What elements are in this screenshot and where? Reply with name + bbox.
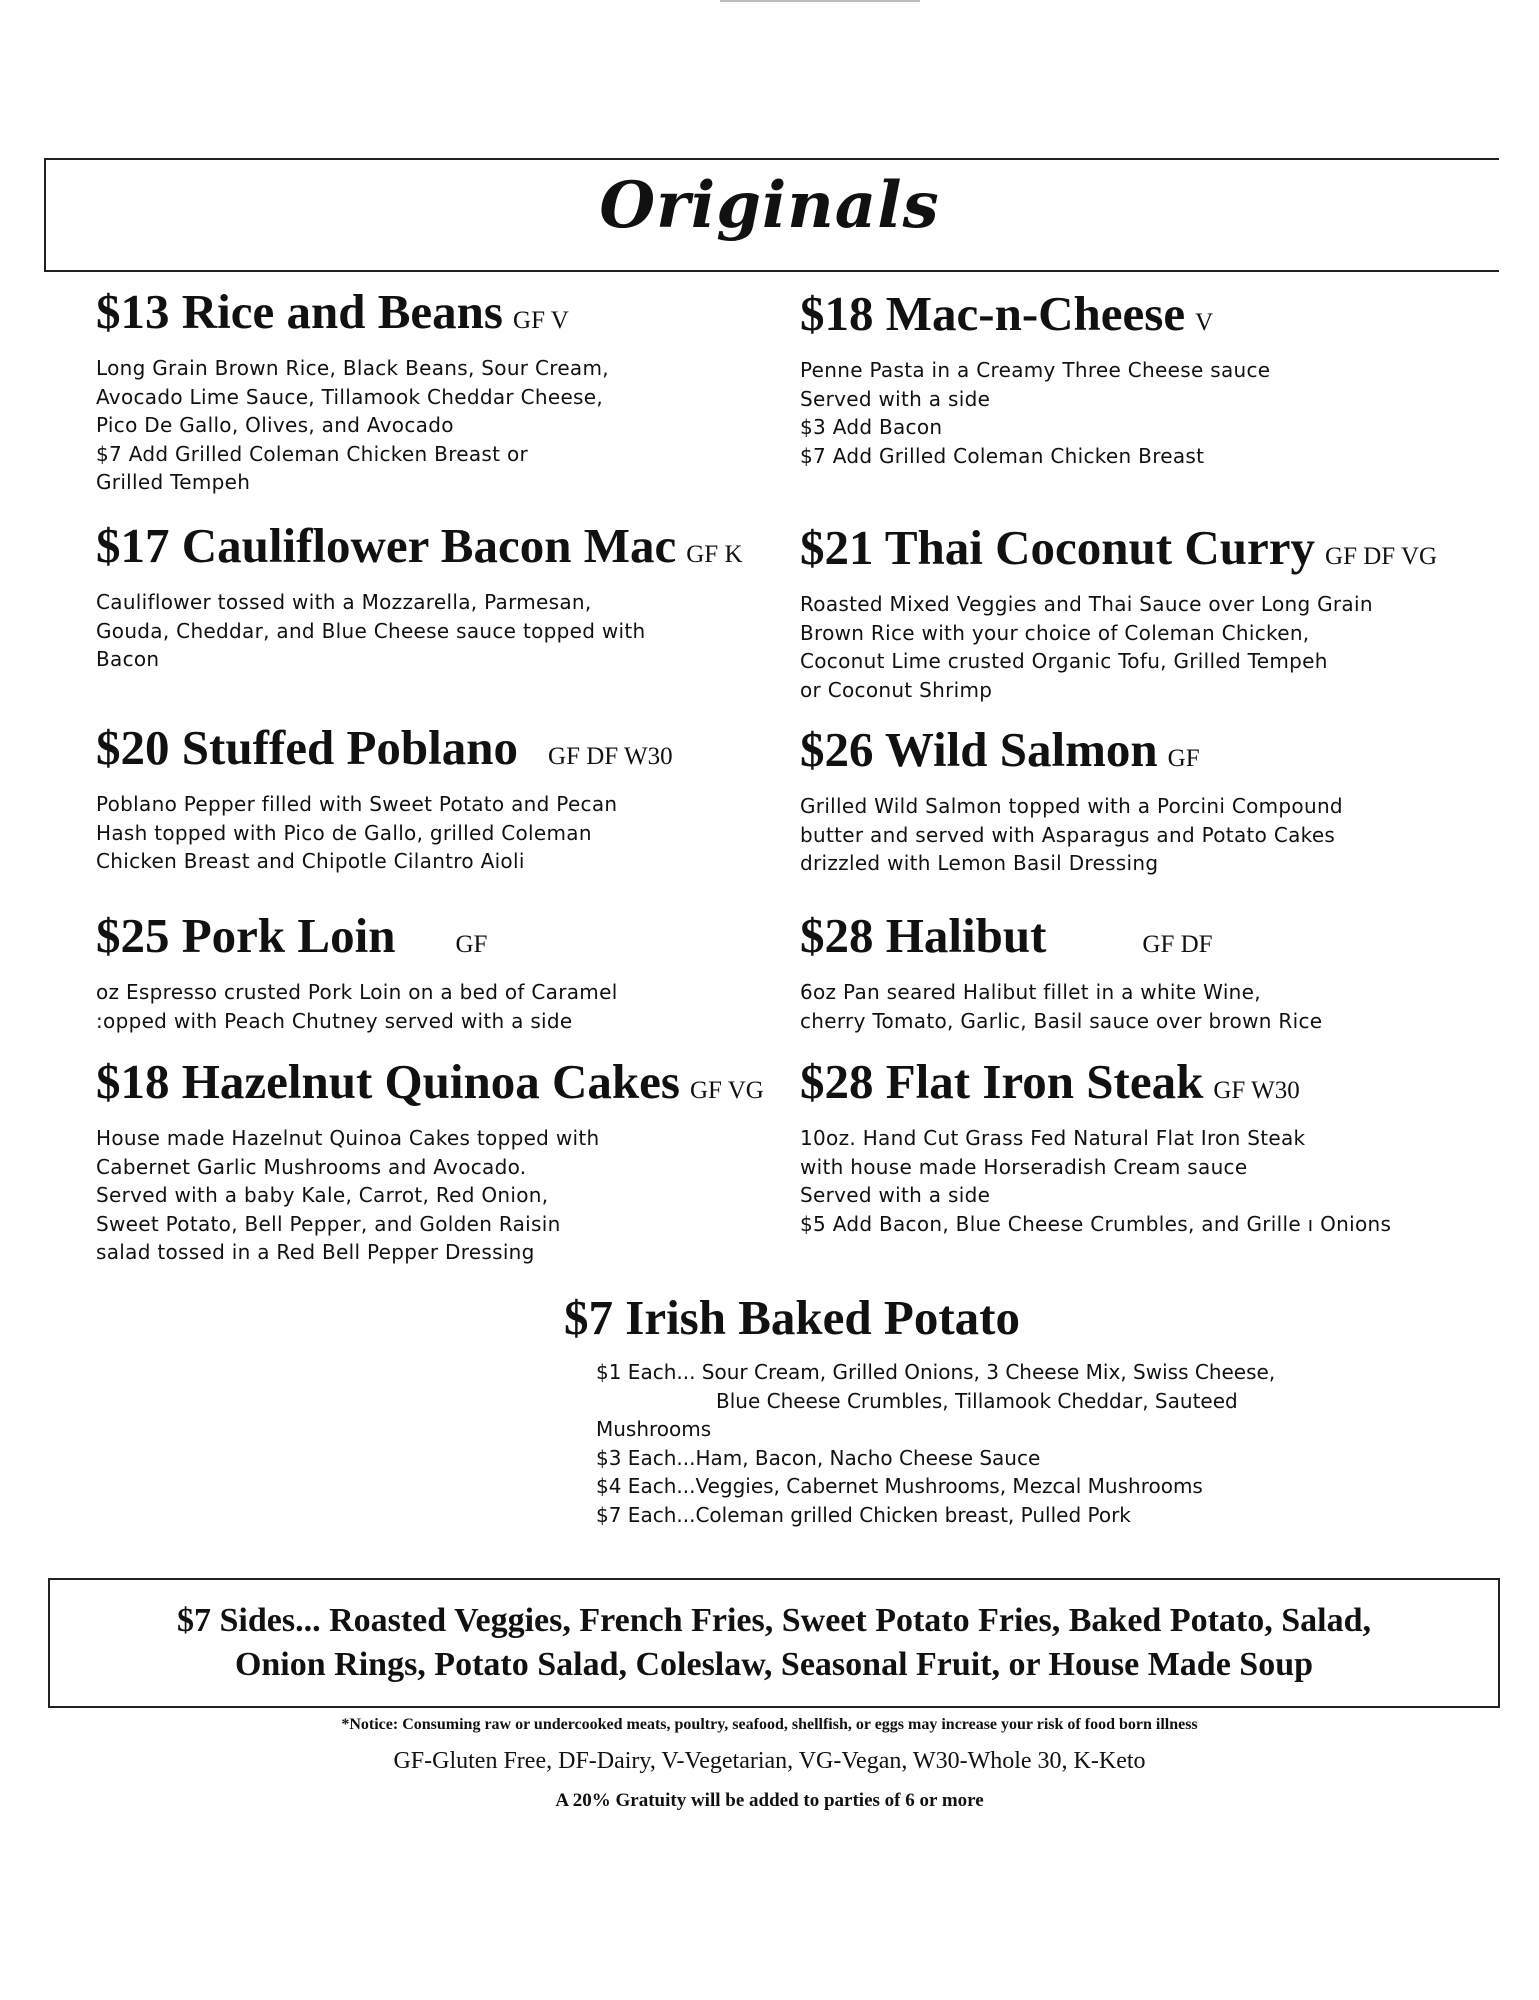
diet-legend: GF-Gluten Free, DF-Dairy, V-Vegetarian, VG-Vegan, W30-Whole 30, K-Keto: [393, 1748, 1146, 1774]
item-tags: GF W30: [1213, 1077, 1300, 1104]
menu-item-hazelnut-quinoa-cakes: [96, 1054, 764, 1267]
menu-item-cauliflower-bacon-mac: [96, 518, 756, 674]
topping-line: $3 Each...Ham, Bacon, Nacho Cheese Sauce: [596, 1445, 1041, 1470]
item-price-name: $18 Mac-n-Cheese: [800, 286, 1186, 341]
menu-item-flat-iron-steak: [800, 1054, 1500, 1238]
item-price-name: $7 Irish Baked Potato: [564, 1290, 1021, 1345]
page-title: Originals: [599, 168, 940, 243]
item-description: House made Hazelnut Quinoa Cakes topped with Cabernet Garlic Mushrooms and Avocado. Served with a baby Kale, Carrot, Red Onion, Sweet Potato, Bell Pepper, and Golden Raisin salad tossed in a Red Bell Pepper Dressing: [96, 1126, 600, 1265]
sides-line-2: Onion Rings, Potato Salad, Coleslaw, Seasonal Fruit, or House Made Soup: [234, 1646, 1314, 1683]
topping-line: Blue Cheese Crumbles, Tillamook Cheddar, Sauteed: [716, 1388, 1238, 1413]
item-tags: GF DF: [1142, 931, 1213, 958]
menu-item-thai-coconut-curry: [800, 520, 1460, 704]
sides-line-1: $7 Sides... Roasted Veggies, French Fries, Sweet Potato Fries, Baked Potato, Salad,: [176, 1602, 1372, 1639]
item-tags: GF DF VG: [1325, 543, 1438, 570]
sides-box: [48, 1578, 1500, 1708]
item-price-name: $25 Pork Loin: [96, 908, 396, 963]
menu-item-pork-loin: [96, 908, 756, 1035]
item-description: Penne Pasta in a Creamy Three Cheese sauce Served with a side $3 Add Bacon $7 Add Grilled Coleman Chicken Breast: [800, 358, 1271, 468]
item-description: Roasted Mixed Veggies and Thai Sauce over Long Grain Brown Rice with your choice of Coleman Chicken, Coconut Lime crusted Organic Tofu, Grilled Tempeh or Coconut Shrimp: [800, 592, 1373, 702]
item-price-name: $17 Cauliflower Bacon Mac: [96, 518, 677, 573]
menu-item-wild-salmon: [800, 722, 1460, 878]
menu-item-irish-baked-potato: [564, 1290, 1464, 1529]
item-price-name: $28 Flat Iron Steak: [800, 1054, 1204, 1109]
item-price-name: $18 Hazelnut Quinoa Cakes: [96, 1054, 680, 1109]
item-description: 6oz Pan seared Halibut fillet in a white Wine, cherry Tomato, Garlic, Basil sauce over brown Rice: [800, 980, 1323, 1033]
item-tags: V: [1195, 309, 1214, 336]
item-description: 10oz. Hand Cut Grass Fed Natural Flat Iron Steak with house made Horseradish Cream sauce Served with a side $5 Add Bacon, Blue Cheese Crumbles, and Grille ı Onions: [800, 1126, 1392, 1236]
item-tags: GF V: [513, 307, 569, 334]
menu-item-rice-and-beans: [96, 284, 756, 497]
item-description: oz Espresso crusted Pork Loin on a bed of Caramel :opped with Peach Chutney served with a side: [96, 980, 618, 1033]
menu-item-stuffed-poblano: [96, 720, 756, 876]
item-tags: GF DF W30: [548, 743, 673, 770]
top-rule: [720, 0, 920, 2]
item-price-name: $21 Thai Coconut Curry: [800, 520, 1316, 575]
item-price-name: $28 Halibut: [800, 908, 1047, 963]
menu-item-mac-n-cheese: [800, 286, 1460, 470]
potato-toppings: [596, 1358, 1464, 1529]
item-price-name: $26 Wild Salmon: [800, 722, 1158, 777]
item-description: Poblano Pepper filled with Sweet Potato and Pecan Hash topped with Pico de Gallo, grilled Coleman Chicken Breast and Chipotle Cilantro Aioli: [96, 792, 618, 874]
topping-line: $7 Each...Coleman grilled Chicken breast, Pulled Pork: [596, 1502, 1131, 1527]
food-safety-notice: *Notice: Consuming raw or undercooked meats, poultry, seafood, shellfish, or eggs may increase your risk of food born illness: [341, 1716, 1198, 1733]
item-description: Grilled Wild Salmon topped with a Porcini Compound butter and served with Asparagus and Potato Cakes drizzled with Lemon Basil Dressing: [800, 794, 1343, 876]
topping-line: $1 Each... Sour Cream, Grilled Onions, 3 Cheese Mix, Swiss Cheese,: [596, 1360, 1276, 1385]
item-tags: GF: [1167, 745, 1200, 772]
item-tags: GF K: [686, 541, 743, 568]
topping-line: $4 Each...Veggies, Cabernet Mushrooms, Mezcal Mushrooms: [596, 1474, 1203, 1499]
item-price-name: $13 Rice and Beans: [96, 284, 504, 339]
item-tags: GF VG: [689, 1077, 764, 1104]
item-description: Cauliflower tossed with a Mozzarella, Parmesan, Gouda, Cheddar, and Blue Cheese sauce topped with Bacon: [96, 590, 646, 672]
item-price-name: $20 Stuffed Poblano: [96, 720, 519, 775]
item-tags: GF: [455, 931, 488, 958]
topping-line: Mushrooms: [596, 1417, 712, 1442]
menu-item-halibut: [800, 908, 1460, 1035]
gratuity-note: A 20% Gratuity will be added to parties of 6 or more: [555, 1790, 984, 1811]
item-description: Long Grain Brown Rice, Black Beans, Sour Cream, Avocado Lime Sauce, Tillamook Cheddar Cheese, Pico De Gallo, Olives, and Avocado $7 Add Grilled Coleman Chicken Breast or Grilled Tempeh: [96, 356, 609, 495]
